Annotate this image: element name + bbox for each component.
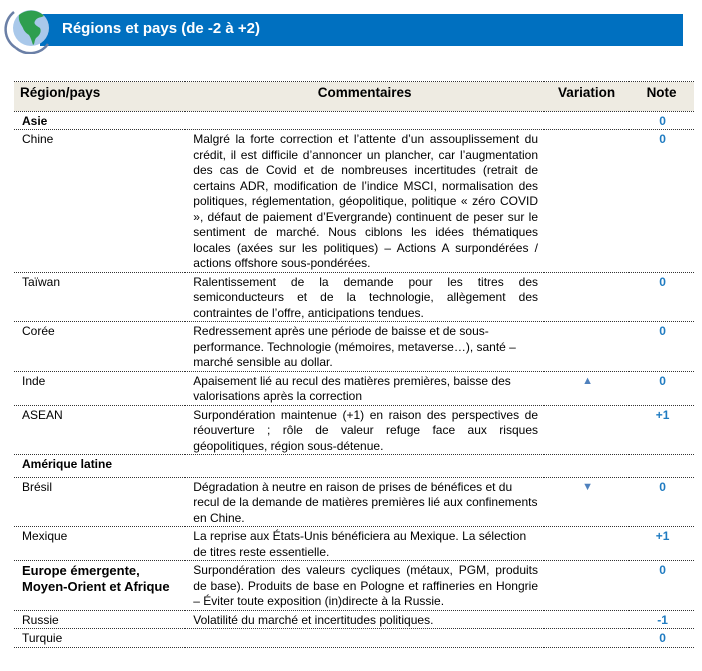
note: 0 bbox=[629, 130, 694, 273]
region-name: Brésil bbox=[14, 477, 185, 527]
region-name: Europe émergente, Moyen-Orient et Afrique bbox=[14, 561, 185, 611]
region-name: Russie bbox=[14, 610, 185, 629]
variation bbox=[544, 405, 629, 455]
table-row bbox=[14, 371, 694, 405]
variation bbox=[544, 527, 629, 561]
region-name: Turquie bbox=[14, 629, 185, 648]
comment: Volatilité du marché et incertitudes politiques. bbox=[185, 610, 544, 629]
comment: Surpondération des valeurs cycliques (métaux, PGM, produits de base). Produits de base en Pologne et raffineries en Hongrie – Éviter toute exposition (in)directe à la Russie. bbox=[185, 561, 544, 611]
variation bbox=[544, 610, 629, 629]
note: 0 bbox=[629, 629, 694, 648]
table-row bbox=[14, 322, 694, 372]
table-row bbox=[14, 130, 694, 273]
region-name: Mexique bbox=[14, 527, 185, 561]
table-row bbox=[14, 405, 694, 455]
comment: La reprise aux États-Unis bénéficiera au Mexique. La sélection de titres reste essentielle. bbox=[185, 527, 544, 561]
globe-icon bbox=[4, 4, 54, 54]
variation bbox=[544, 629, 629, 648]
region-name: Corée bbox=[14, 322, 185, 372]
column-header-comments: Commentaires bbox=[185, 82, 544, 112]
comment: Ralentissement de la demande pour les titres des semiconducteurs et de la technologie, allègement des contraintes de l’offre, anticipations tendues. bbox=[185, 272, 544, 322]
variation-down-arrow-icon: ▼ bbox=[544, 477, 629, 527]
table-row bbox=[14, 527, 694, 561]
table-row bbox=[14, 629, 694, 648]
note: 0 bbox=[629, 111, 694, 130]
comment bbox=[185, 629, 544, 648]
table-row bbox=[14, 111, 694, 130]
comment: Surpondération maintenue (+1) en raison des perspectives de réouverture ; rôle de valeur refuge face aux risques géopolitiques, région sous-détenue. bbox=[185, 405, 544, 455]
region-name: Amérique latine bbox=[14, 455, 694, 478]
variation bbox=[544, 561, 629, 611]
table-row bbox=[14, 455, 694, 478]
variation-up-arrow-icon: ▲ bbox=[544, 371, 629, 405]
variation bbox=[544, 322, 629, 372]
region-name: Inde bbox=[14, 371, 185, 405]
comment: Dégradation à neutre en raison de prises de bénéfices et du recul de la demande de matières premières lié aux confinements en Chine. bbox=[185, 477, 544, 527]
note: -1 bbox=[629, 610, 694, 629]
variation bbox=[544, 130, 629, 273]
variation bbox=[544, 272, 629, 322]
region-name: Chine bbox=[14, 130, 185, 273]
note: 0 bbox=[629, 371, 694, 405]
page-title: Régions et pays (de -2 à +2) bbox=[62, 20, 260, 37]
note: +1 bbox=[629, 405, 694, 455]
regions-table bbox=[14, 81, 694, 648]
comment: Apaisement lié au recul des matières premières, baisse des valorisations après la correction bbox=[185, 371, 544, 405]
note: 0 bbox=[629, 477, 694, 527]
comment: Malgré la forte correction et l’attente d’un assouplissement du crédit, il est difficile d’annoncer un plancher, car l’augmentation des cas de Covid et de nombreuses incertitudes (retrait de certains ADR, modification de l’indice MSCI, normalisation des politiques, réglementation, géopolitique, politique « zéro COVID », défaut de paiement d’Evergrande) continuent de peser sur le sentiment de marché. Nous ciblons les idées thématiques locales (axées sur les politiques) – Actions A surpondérées / actions offshore sous-pondérées. bbox=[185, 130, 544, 273]
note: 0 bbox=[629, 561, 694, 611]
note: 0 bbox=[629, 272, 694, 322]
table-row bbox=[14, 610, 694, 629]
table-row bbox=[14, 272, 694, 322]
region-name: Asie bbox=[14, 111, 185, 130]
column-header-note: Note bbox=[629, 82, 694, 112]
comment: Redressement après une période de baisse et de sous-performance. Technologie (mémoires, metaverse…), santé – marché sensible au dollar. bbox=[185, 322, 544, 372]
table-row bbox=[14, 561, 694, 611]
note: +1 bbox=[629, 527, 694, 561]
region-name: Taïwan bbox=[14, 272, 185, 322]
variation bbox=[544, 111, 629, 130]
table-header-row bbox=[14, 82, 694, 112]
column-header-variation: Variation bbox=[544, 82, 629, 112]
region-name: ASEAN bbox=[14, 405, 185, 455]
note: 0 bbox=[629, 322, 694, 372]
comment bbox=[185, 111, 544, 130]
table-row bbox=[14, 477, 694, 527]
column-header-region: Région/pays bbox=[14, 82, 185, 112]
